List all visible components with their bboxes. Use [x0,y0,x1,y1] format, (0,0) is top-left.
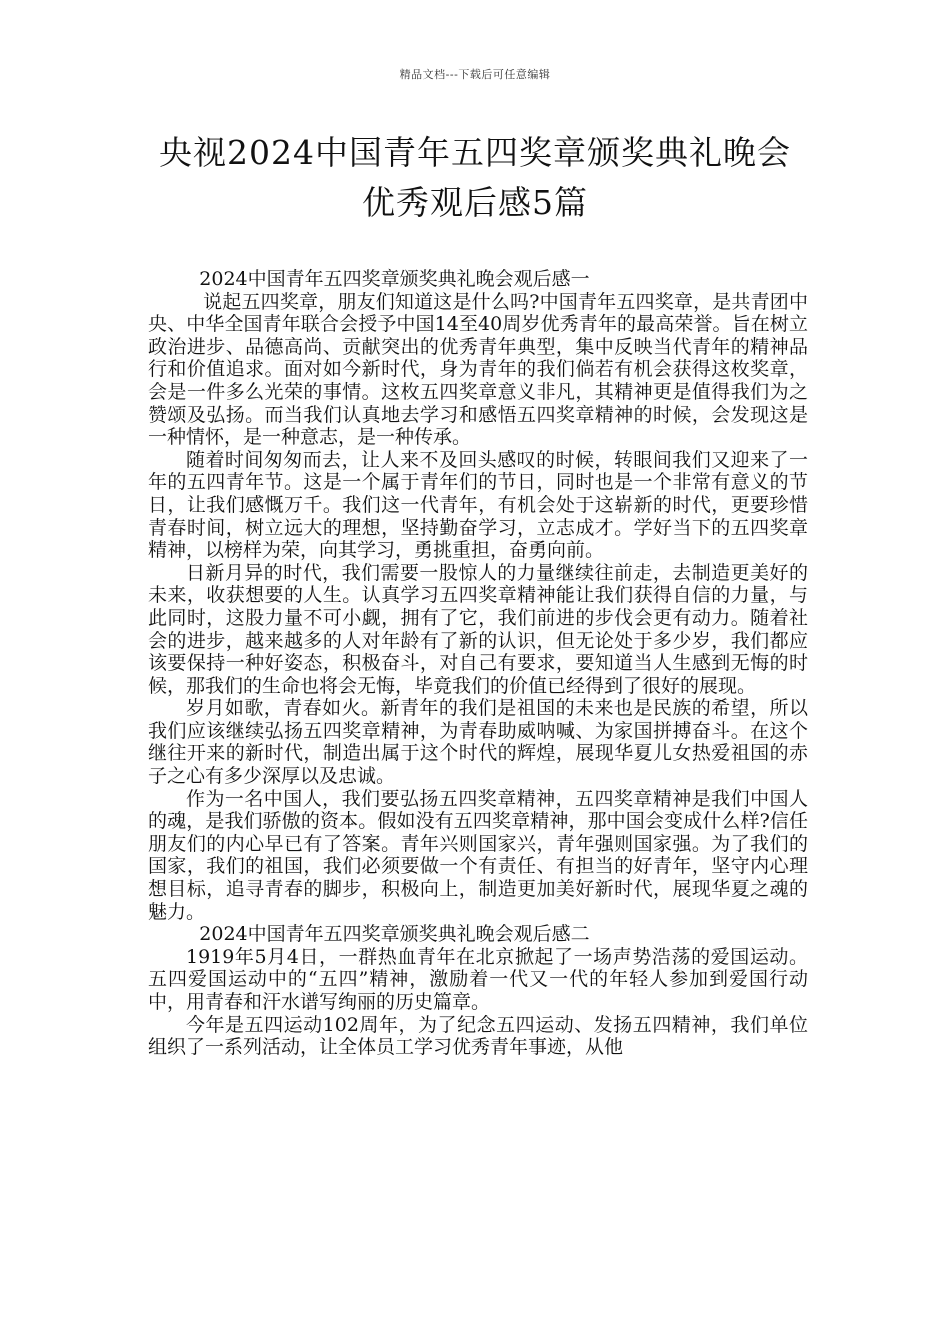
section-1-paragraph-3: 日新月异的时代，我们需要一股惊人的力量继续往前走，去制造更美好的未来，收获想要的人生。认真学习五四奖章精神能让我们获得自信的力量，与此同时，这股力量不可小觑，拥有了它，我们前进的步伐会更有动力。随着社会的进步，越来越多的人对年龄有了新的认识，但无论处于多少岁，我们都应该要保持一种好姿态，积极奋斗，对自己有要求，要知道当人生感到无悔的时候，那我们的生命也将会无悔，毕竟我们的价值已经得到了很好的展现。 [148,561,808,697]
section-2-paragraph-1: 1919年5月4日，一群热血青年在北京掀起了一场声势浩荡的爱国运动。五四爱国运动中的“五四”精神，激励着一代又一代的年轻人参加到爱国行动中，用青春和汗水谱写绚丽的历史篇章。 [148,945,808,1013]
section-2-heading: 2024中国青年五四奖章颁奖典礼晚会观后感二 [199,923,590,946]
header-note: 精品文档---下载后可任意编辑 [399,68,551,81]
document-body [148,268,808,1059]
title-line-1: 央视2024中国青年五四奖章颁奖典礼晚会 [159,133,791,172]
title-line-2: 优秀观后感5篇 [362,183,588,222]
section-1-paragraph-1: 说起五四奖章，朋友们知道这是什么吗?中国青年五四奖章，是共青团中央、中华全国青年联合会授予中国14至40周岁优秀青年的最高荣誉。旨在树立政治进步、品德高尚、贡献突出的优秀青年典型，集中反映当代青年的精神品行和价值追求。面对如今新时代，身为青年的我们倘若有机会获得这枚奖章，会是一件多么光荣的事情。这枚五四奖章意义非凡，其精神更是值得我们为之赞颂及弘扬。而当我们认真地去学习和感悟五四奖章精神的时候，会发现这是一种情怀，是一种意志，是一种传承。 [148,290,808,449]
document-title [100,128,850,228]
section-1-paragraph-4: 岁月如歌，青春如火。新青年的我们是祖国的未来也是民族的希望，所以我们应该继续弘扬五四奖章精神，为青春助威呐喊、为家国拼搏奋斗。在这个继往开来的新时代，制造出属于这个时代的辉煌，展现华夏儿女热爱祖国的赤子之心有多少深厚以及忠诚。 [148,697,808,788]
section-1-heading: 2024中国青年五四奖章颁奖典礼晚会观后感一 [199,268,590,290]
section-1-paragraph-2: 随着时间匆匆而去，让人来不及回头感叹的时候，转眼间我们又迎来了一年的五四青年节。这是一个属于青年们的节日，同时也是一个非常有意义的节日，让我们感慨万千。我们这一代青年，有机会处于这崭新的时代，更要珍惜青春时间，树立远大的理想，坚持勤奋学习，立志成才。学好当下的五四奖章精神，以榜样为荣，向其学习，勇挑重担，奋勇向前。 [148,448,808,562]
section-2-paragraph-2: 今年是五四运动102周年，为了纪念五四运动、发扬五四精神，我们单位组织了一系列活动，让全体员工学习优秀青年事迹，从他 [148,1013,808,1059]
section-1-paragraph-5: 作为一名中国人，我们要弘扬五四奖章精神，五四奖章精神是我们中国人的魂，是我们骄傲的资本。假如没有五四奖章精神，那中国会变成什么样?信任朋友们的内心早已有了答案。青年兴则国家兴，青年强则国家强。为了我们的国家，我们的祖国，我们必须要做一个有责任、有担当的好青年，坚守内心理想目标，追寻青春的脚步，积极向上，制造更加美好新时代，展现华夏之魂的魅力。 [148,787,808,923]
